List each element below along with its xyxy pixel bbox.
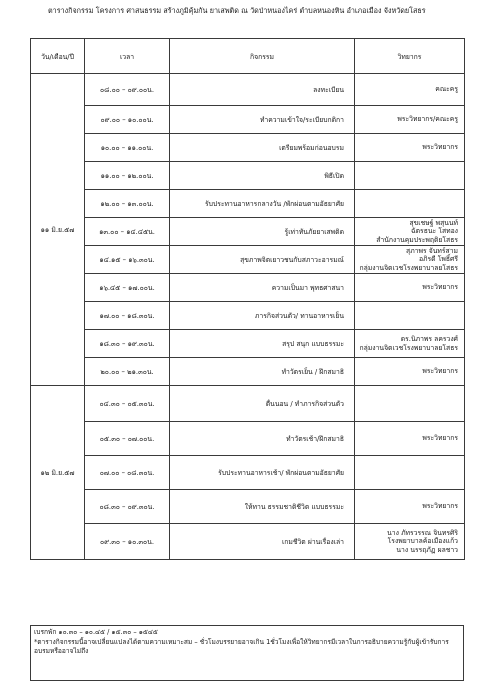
activity-cell: รับประทานอาหารกลางวัน /พักผ่อนตามอัธยาศัย xyxy=(170,190,355,218)
speaker-cell xyxy=(355,386,465,422)
speaker-line: สุขเชษฐ์ พสุนนท์ xyxy=(409,218,458,227)
table-row xyxy=(31,134,465,162)
speaker-line: อภิรดี โพธิ์ศรี xyxy=(418,255,458,264)
speaker-line: นาง ภัทรวรรณ จินทรศิริ xyxy=(387,528,458,537)
activity-cell: ทำวัตรเย็น / ฝึกสมาธิ xyxy=(170,358,355,386)
time-cell: ๐๔.๓๐ – ๐๕.๓๐น. xyxy=(85,386,170,422)
table-row xyxy=(31,218,465,246)
time-cell: ๒๐.๐๐ – ๒๑.๓๐น. xyxy=(85,358,170,386)
activity-cell: พิธีเปิด xyxy=(170,162,355,190)
activity-cell: เกมชีวิต ผ่านเรื่องเล่า xyxy=(170,524,355,560)
activity-cell: ให้ทาน ธรรมชาติชีวิต แบบธรรมะ xyxy=(170,490,355,524)
table-row xyxy=(31,490,465,524)
time-cell: ๑๗.๐๐ – ๑๘.๓๐น. xyxy=(85,302,170,330)
table-row xyxy=(31,162,465,190)
speaker-cell xyxy=(355,358,465,386)
table-row xyxy=(31,302,465,330)
time-cell: ๑๖.๔๕ – ๑๗.๐๐น. xyxy=(85,274,170,302)
time-cell: ๑๑.๐๐ – ๑๒.๐๐น. xyxy=(85,162,170,190)
table-header-row xyxy=(31,39,465,74)
table-row xyxy=(31,246,465,274)
activity-cell: ตื่นนอน / ทำภารกิจส่วนตัว xyxy=(170,386,355,422)
header-date: วัน/เดือน/ปี xyxy=(31,39,85,74)
time-cell: ๐๘.๐๐ – ๐๙.๐๐น. xyxy=(85,74,170,106)
speaker-line: นาง นรรฤภัฏ ผลชาว xyxy=(396,545,458,554)
speaker-line: ดร.นิภาพร ลครวงศ์ xyxy=(400,335,458,343)
speaker-line: พระวิทยากร/คณะครู xyxy=(397,115,458,124)
table-row xyxy=(31,330,465,358)
footer-notes xyxy=(30,625,464,681)
schedule-note: *ตารางกิจกรรมนี้อาจเปลี่ยนแปลงได้ตามความเหมาะสม – ชั่วโมงบรรยายอาจเกิน 1ชั่วโมงเพื่อให้วิทยากรมีเวลาในการอธิบายความรู้กับผู้เข้ารับการอบรมหรืออาจไม่ถึง xyxy=(34,637,449,655)
activity-cell: เตรียมพร้อมก่อนอบรม xyxy=(170,134,355,162)
speaker-line: พระวิทยากร xyxy=(422,367,458,376)
speaker-cell xyxy=(355,274,465,302)
time-cell: ๑๐.๐๐ – ๑๑.๐๐น. xyxy=(85,134,170,162)
table-row xyxy=(31,386,465,422)
header-speaker: วิทยากร xyxy=(355,39,465,74)
date-cell: ๑๑ มิ.ย.๕๗ xyxy=(31,74,85,386)
time-cell: ๐๕.๓๐ – ๐๗.๐๐น. xyxy=(85,422,170,456)
speaker-cell xyxy=(355,422,465,456)
speaker-cell xyxy=(355,246,465,274)
speaker-line: สำนักงานคุมประพฤติยโสธร xyxy=(376,235,458,244)
header-activity: กิจกรรม xyxy=(170,39,355,74)
speaker-line: กลุ่มงานจิตเวชโรงพยาบาลยโสธร xyxy=(359,263,458,272)
document-title: ตารางกิจกรรม โครงการ ศาสนธรรม สร้างภูมิคุ้มกัน ยาเสพติด ณ วัดป่าหนองไคร่ ตำบลหนองหิน อำเภอเมือง จังหวัดยโสธร xyxy=(48,6,426,15)
speaker-cell xyxy=(355,106,465,134)
break-time: เบรกพัก ๑๐.๓๐ – ๑๐.๔๕ / ๑๕.๓๐ – ๑๕๔๕ xyxy=(34,628,158,636)
speaker-cell xyxy=(355,190,465,218)
speaker-cell xyxy=(355,302,465,330)
activity-cell: สุขภาพจิตเยาวชนกับสภาวะอารมณ์ xyxy=(170,246,355,274)
time-cell: ๑๔.๑๕ – ๑๖.๓๐น. xyxy=(85,246,170,274)
table-row xyxy=(31,274,465,302)
activity-cell: ทำความเข้าใจ/ระเบียบกติกา xyxy=(170,106,355,134)
speaker-cell xyxy=(355,162,465,190)
activity-cell: ภารกิจส่วนตัว/ ทานอาหารเย็น xyxy=(170,302,355,330)
time-cell: ๑๒.๐๐ – ๑๓.๐๐น. xyxy=(85,190,170,218)
date-cell: ๑๒ มิ.ย.๕๗ xyxy=(31,386,85,560)
time-cell: ๐๘.๓๐ – ๐๙.๓๐น. xyxy=(85,490,170,524)
speaker-line: สุภาพร จันทร์สาม xyxy=(406,246,458,255)
speaker-line: พระวิทยากร xyxy=(422,502,458,511)
header-time: เวลา xyxy=(85,39,170,74)
activity-cell: สรุป สนุก แบบธรรมะ xyxy=(170,330,355,358)
speaker-line: พระวิทยากร xyxy=(422,434,458,443)
activity-cell: รับประทานอาหารเช้า/ พักผ่อนตามอัธยาศัย xyxy=(170,456,355,490)
activity-cell: ทำวัตรเช้า/ฝึกสมาธิ xyxy=(170,422,355,456)
time-cell: ๐๙.๐๐ – ๑๐.๐๐น. xyxy=(85,106,170,134)
schedule-table xyxy=(30,38,465,560)
activity-cell: รู้เท่าทันภัยยาเสพติด xyxy=(170,218,355,246)
table-row xyxy=(31,190,465,218)
speaker-line: กลุ่มงานจิตเวชโรงพยาบาลยโสธร xyxy=(359,343,458,352)
speaker-cell xyxy=(355,490,465,524)
speaker-cell xyxy=(355,524,465,560)
speaker-cell xyxy=(355,218,465,246)
table-row xyxy=(31,106,465,134)
table-row xyxy=(31,74,465,106)
table-row xyxy=(31,456,465,490)
time-cell: ๐๗.๐๐ – ๐๘.๓๐น. xyxy=(85,456,170,490)
speaker-line: พระวิทยากร xyxy=(422,143,458,152)
time-cell: ๐๙.๓๐ – ๑๐.๓๐น. xyxy=(85,524,170,560)
table-row xyxy=(31,524,465,560)
speaker-cell xyxy=(355,330,465,358)
speaker-line: โรงพยาบาลค้อเมืองแก้ว xyxy=(387,537,458,546)
time-cell: ๑๓.๐๐ – ๑๔.๔๕น. xyxy=(85,218,170,246)
speaker-cell xyxy=(355,134,465,162)
speaker-cell xyxy=(355,74,465,106)
time-cell: ๑๘.๓๐ – ๑๙.๓๐น. xyxy=(85,330,170,358)
table-row xyxy=(31,422,465,456)
activity-cell: ลงทะเบียน xyxy=(170,74,355,106)
speaker-line: พระวิทยากร xyxy=(422,283,458,292)
table-row xyxy=(31,358,465,386)
speaker-line: คณะครู xyxy=(435,85,458,94)
speaker-line: ฉัตรธนะ โสทอง xyxy=(411,227,458,236)
speaker-cell xyxy=(355,456,465,490)
activity-cell: ความเป็นมา พุทธศาสนา xyxy=(170,274,355,302)
